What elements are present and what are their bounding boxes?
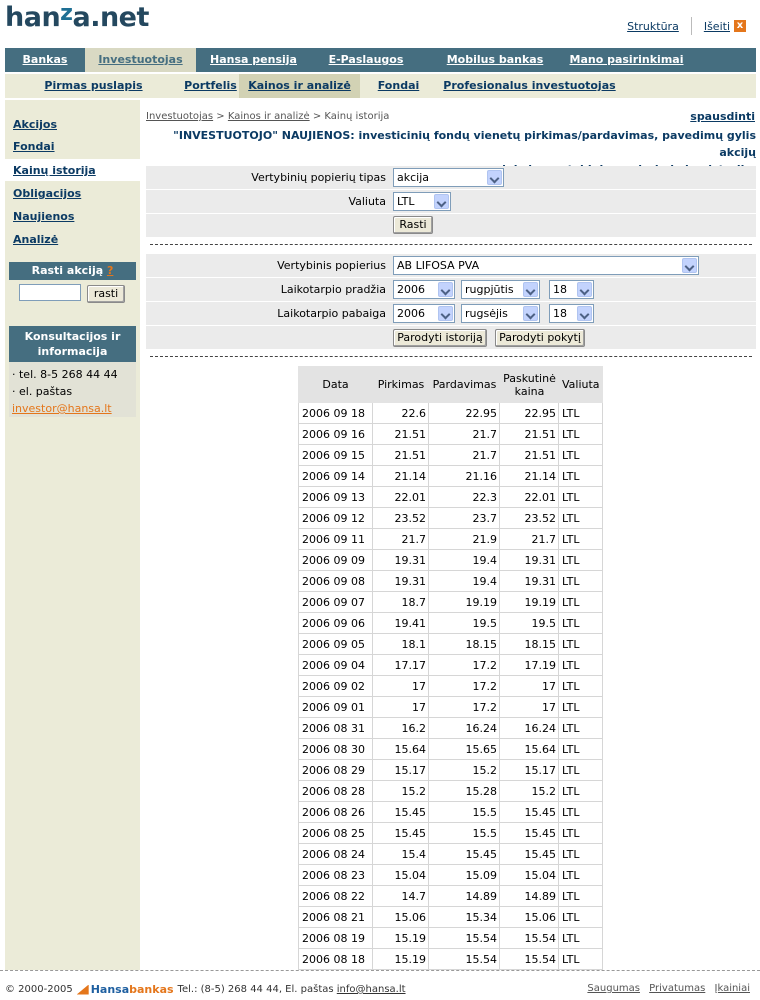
cell-buy: 17.17 (373, 655, 429, 676)
cell-date: 2006 09 06 (298, 613, 373, 634)
table-row (298, 613, 603, 634)
cell-last-price: 15.45 (500, 844, 559, 865)
cell-date: 2006 08 28 (298, 781, 373, 802)
security-label: Vertybinis popierius (277, 259, 386, 272)
security-type-label: Vertybinių popierių tipas (251, 171, 386, 184)
table-row (298, 739, 603, 760)
cell-date: 2006 09 18 (298, 403, 373, 424)
header-text: Paskutinė kaina (503, 371, 556, 398)
price-history-table (298, 366, 603, 970)
cell-currency: LTL (559, 928, 603, 949)
page-header (0, 0, 760, 44)
cell-buy: 23.52 (373, 508, 429, 529)
chevron-down-icon[interactable] (523, 306, 538, 321)
cell-last-price: 15.45 (500, 823, 559, 844)
sidebar-item-analize[interactable]: Analizė (13, 233, 59, 246)
footer (5, 983, 406, 996)
cell-currency: LTL (559, 886, 603, 907)
cell-date: 2006 08 26 (298, 802, 373, 823)
table-row (298, 550, 603, 571)
cell-date: 2006 08 21 (298, 907, 373, 928)
cell-currency: LTL (559, 802, 603, 823)
cell-buy: 15.17 (373, 760, 429, 781)
cell-buy: 21.51 (373, 445, 429, 466)
breadcrumb-current: Kainų istorija (324, 111, 390, 122)
header-links (627, 17, 746, 35)
end-year-select[interactable] (393, 304, 455, 323)
cell-date: 2006 09 08 (298, 571, 373, 592)
cell-currency: LTL (559, 844, 603, 865)
subnav-kainos-ir-analize[interactable]: Kainos ir analizė (239, 74, 360, 98)
security-type-select[interactable] (393, 168, 504, 187)
cell-last-price: 19.31 (500, 571, 559, 592)
cell-date: 2006 09 02 (298, 676, 373, 697)
footer-links (581, 983, 750, 994)
sidebar-item-fondai[interactable]: Fondai (13, 140, 55, 153)
col-header-currency: Valiuta (559, 366, 603, 403)
footer-link-saugumas[interactable]: Saugumas (587, 983, 640, 994)
cell-date: 2006 08 24 (298, 844, 373, 865)
cell-sell: 19.19 (429, 592, 500, 613)
cell-sell: 18.15 (429, 634, 500, 655)
cell-last-price: 17 (500, 676, 559, 697)
cell-last-price: 22.01 (500, 487, 559, 508)
table-row (298, 676, 603, 697)
cell-sell: 19.5 (429, 613, 500, 634)
chevron-down-icon[interactable] (487, 170, 502, 185)
show-history-button[interactable]: Parodyti istoriją (393, 329, 487, 347)
cell-currency: LTL (559, 907, 603, 928)
cell-date: 2006 08 25 (298, 823, 373, 844)
cell-last-price: 15.54 (500, 949, 559, 970)
cell-sell: 15.09 (429, 865, 500, 886)
select-value: 2006 (397, 283, 425, 296)
cell-buy: 21.14 (373, 466, 429, 487)
cell-buy: 15.06 (373, 907, 429, 928)
cell-date: 2006 09 13 (298, 487, 373, 508)
hanza-logo[interactable] (5, 2, 149, 33)
cell-last-price: 21.14 (500, 466, 559, 487)
cell-buy: 15.19 (373, 928, 429, 949)
cell-buy: 15.2 (373, 781, 429, 802)
cell-sell: 19.4 (429, 550, 500, 571)
cell-currency: LTL (559, 424, 603, 445)
cell-last-price: 15.45 (500, 802, 559, 823)
table-body (298, 403, 603, 970)
cell-buy: 19.41 (373, 613, 429, 634)
table-row (298, 760, 603, 781)
news-line: "INVESTUOTOJO" NAUJIENOS: investicinių fondų vienetų pirkimas/pardavimas, pavedimų gylis akcijų (173, 129, 756, 159)
cell-last-price: 16.24 (500, 718, 559, 739)
security-type-row (146, 166, 756, 189)
subnav-fondai[interactable]: Fondai (377, 79, 420, 92)
currency-label: Valiuta (348, 195, 386, 208)
currency-row (146, 190, 756, 213)
nav-investuotojas[interactable]: Investuotojas (85, 48, 196, 72)
main-nav (5, 48, 756, 72)
cell-date: 2006 08 29 (298, 760, 373, 781)
cell-sell: 14.89 (429, 886, 500, 907)
cell-buy: 17 (373, 697, 429, 718)
divider (691, 17, 692, 35)
select-value: AB LIFOSA PVA (397, 259, 480, 272)
chevron-down-icon[interactable] (682, 258, 697, 273)
col-header-sell: Pardavimas (429, 366, 500, 403)
cell-date: 2006 09 09 (298, 550, 373, 571)
help-icon[interactable]: ? (106, 264, 114, 277)
period-start-label: Laikotarpio pradžia (280, 283, 386, 296)
sub-nav (5, 74, 756, 98)
sidebar-item-kainu-istorija[interactable]: Kainų istorija (13, 164, 96, 177)
breadcrumb-sep: > (216, 111, 225, 122)
cell-sell: 17.2 (429, 655, 500, 676)
cell-last-price: 15.04 (500, 865, 559, 886)
cell-last-price: 18.15 (500, 634, 559, 655)
cell-last-price: 17.19 (500, 655, 559, 676)
col-header-buy: Pirkimas (373, 366, 429, 403)
cell-date: 2006 09 15 (298, 445, 373, 466)
sidebar (5, 100, 140, 970)
exit-icon[interactable]: x (734, 20, 746, 32)
cell-buy: 21.51 (373, 424, 429, 445)
breadcrumb-kainos[interactable]: Kainos ir analizė (227, 111, 310, 122)
hansabankas-logo (77, 983, 174, 996)
cell-date: 2006 09 12 (298, 508, 373, 529)
cell-sell: 23.7 (429, 508, 500, 529)
structure-link[interactable]: Struktūra (627, 19, 679, 33)
cell-last-price: 14.89 (500, 886, 559, 907)
show-change-button[interactable]: Parodyti pokytį (495, 329, 585, 347)
cell-buy: 16.2 (373, 718, 429, 739)
nav-hansa-pensija[interactable]: Hansa pensija (210, 53, 297, 66)
chevron-down-icon[interactable] (434, 194, 449, 209)
cell-currency: LTL (559, 739, 603, 760)
cell-last-price: 19.19 (500, 592, 559, 613)
cell-last-price: 19.31 (500, 550, 559, 571)
cell-date: 2006 09 07 (298, 592, 373, 613)
brand-text: bankas (129, 983, 174, 996)
cell-last-price: 21.7 (500, 529, 559, 550)
email-link[interactable]: investor@hansa.lt (12, 402, 112, 415)
logo-part: han (5, 2, 61, 33)
start-day-select[interactable] (549, 280, 594, 299)
cell-currency: LTL (559, 781, 603, 802)
cell-buy: 19.31 (373, 571, 429, 592)
chevron-down-icon[interactable] (577, 306, 592, 321)
subnav-portfelis[interactable]: Portfelis (184, 79, 237, 92)
table-row (298, 844, 603, 865)
cell-sell: 15.34 (429, 907, 500, 928)
sidebar-item-obligacijos[interactable]: Obligacijos (13, 187, 82, 200)
cell-currency: LTL (559, 529, 603, 550)
table-row (298, 655, 603, 676)
sidebar-item-naujienos[interactable]: Naujienos (13, 210, 75, 223)
find-row (146, 214, 756, 237)
cell-date: 2006 09 01 (298, 697, 373, 718)
footer-contact: Tel.: (8-5) 268 44 44, El. paštas (177, 984, 334, 995)
cell-currency: LTL (559, 865, 603, 886)
cell-date: 2006 09 16 (298, 424, 373, 445)
cell-sell: 22.95 (429, 403, 500, 424)
print-link[interactable]: spausdinti (690, 110, 755, 123)
cell-currency: LTL (559, 676, 603, 697)
cell-sell: 17.2 (429, 676, 500, 697)
cell-date: 2006 08 23 (298, 865, 373, 886)
security-select[interactable] (393, 256, 699, 275)
find-stock-title (9, 262, 136, 280)
cell-buy: 21.7 (373, 529, 429, 550)
table-row (298, 529, 603, 550)
cell-date: 2006 09 04 (298, 655, 373, 676)
table-row (298, 718, 603, 739)
table-row (298, 466, 603, 487)
select-value: LTL (397, 195, 415, 208)
find-button[interactable]: Rasti (393, 216, 433, 234)
table-row (298, 928, 603, 949)
cell-sell: 15.65 (429, 739, 500, 760)
footer-email-link[interactable]: info@hansa.lt (336, 984, 406, 995)
nav-mobilus-bankas[interactable]: Mobilus bankas (446, 53, 544, 66)
phone-text: · tel. 8-5 268 44 44 (12, 368, 118, 381)
logo-part: a.net (72, 2, 149, 33)
cell-currency: LTL (559, 487, 603, 508)
chevron-down-icon[interactable] (438, 282, 453, 297)
cell-sell: 15.45 (429, 844, 500, 865)
select-value: 18 (553, 283, 567, 296)
col-header-last-price (500, 366, 559, 403)
cell-date: 2006 09 05 (298, 634, 373, 655)
cell-date: 2006 08 19 (298, 928, 373, 949)
footer-link-privatumas[interactable]: Privatumas (649, 983, 706, 994)
history-buttons-row (146, 326, 756, 349)
cell-currency: LTL (559, 634, 603, 655)
col-header-date: Data (298, 366, 373, 403)
cell-currency: LTL (559, 613, 603, 634)
chevron-down-icon[interactable] (523, 282, 538, 297)
table-row (298, 592, 603, 613)
select-value: rugpjūtis (465, 283, 514, 296)
cell-last-price: 15.06 (500, 907, 559, 928)
table-row (298, 508, 603, 529)
cell-buy: 18.7 (373, 592, 429, 613)
cell-last-price: 15.54 (500, 928, 559, 949)
select-value: 2006 (397, 307, 425, 320)
cell-last-price: 15.17 (500, 760, 559, 781)
cell-sell: 15.28 (429, 781, 500, 802)
cell-buy: 15.04 (373, 865, 429, 886)
hansabankas-mark-icon (77, 985, 89, 995)
cell-buy: 22.6 (373, 403, 429, 424)
select-value: rugsėjis (465, 307, 508, 320)
cell-currency: LTL (559, 550, 603, 571)
consult-box (9, 326, 136, 362)
nav-e-paslaugos[interactable]: E-Paslaugos (328, 53, 404, 66)
table-row (298, 697, 603, 718)
cell-sell: 19.4 (429, 571, 500, 592)
breadcrumb-sep: > (312, 111, 322, 122)
cell-date: 2006 08 18 (298, 949, 373, 970)
cell-sell: 21.7 (429, 445, 500, 466)
find-stock-box (9, 262, 136, 280)
cell-last-price: 15.64 (500, 739, 559, 760)
breadcrumb-investuotojas[interactable]: Investuotojas (146, 111, 214, 122)
period-end-label: Laikotarpio pabaiga (277, 307, 386, 320)
end-month-select[interactable] (461, 304, 540, 323)
cell-sell: 16.24 (429, 718, 500, 739)
table-row (298, 571, 603, 592)
cell-currency: LTL (559, 697, 603, 718)
cell-last-price: 21.51 (500, 445, 559, 466)
cell-buy: 15.45 (373, 823, 429, 844)
cell-last-price: 17 (500, 697, 559, 718)
cell-currency: LTL (559, 718, 603, 739)
subnav-pirmas-puslapis[interactable]: Pirmas puslapis (44, 79, 143, 92)
stock-search-input[interactable] (19, 284, 81, 301)
table-row (298, 634, 603, 655)
table-row (298, 802, 603, 823)
cell-buy: 17 (373, 676, 429, 697)
cell-buy: 22.01 (373, 487, 429, 508)
cell-buy: 15.4 (373, 844, 429, 865)
cell-buy: 15.45 (373, 802, 429, 823)
cell-sell: 15.5 (429, 823, 500, 844)
cell-sell: 21.9 (429, 529, 500, 550)
contact-info (9, 362, 136, 417)
brand-text: Hansa (90, 983, 130, 996)
cell-currency: LTL (559, 949, 603, 970)
currency-select[interactable] (393, 192, 451, 211)
divider (150, 356, 752, 357)
cell-date: 2006 09 11 (298, 529, 373, 550)
consult-title: Konsultacijos ir informacija (9, 326, 136, 362)
cell-currency: LTL (559, 823, 603, 844)
cell-buy: 19.31 (373, 550, 429, 571)
sidebar-item-akcijos[interactable]: Akcijos (13, 118, 57, 131)
cell-date: 2006 09 14 (298, 466, 373, 487)
nav-mano-pasirinkimai[interactable]: Mano pasirinkimai (569, 53, 684, 66)
chevron-down-icon[interactable] (438, 306, 453, 321)
cell-sell: 15.54 (429, 928, 500, 949)
cell-date: 2006 08 22 (298, 886, 373, 907)
cell-last-price: 23.52 (500, 508, 559, 529)
table-row (298, 907, 603, 928)
cell-currency: LTL (559, 466, 603, 487)
chevron-down-icon[interactable] (577, 282, 592, 297)
end-day-select[interactable] (549, 304, 594, 323)
cell-buy: 14.7 (373, 886, 429, 907)
cell-currency: LTL (559, 403, 603, 424)
find-stock-label: Rasti akciją (31, 264, 104, 277)
table-row (298, 487, 603, 508)
cell-currency: LTL (559, 445, 603, 466)
cell-sell: 15.5 (429, 802, 500, 823)
start-year-select[interactable] (393, 280, 455, 299)
table-row (298, 424, 603, 445)
table-row (298, 886, 603, 907)
cell-buy: 18.1 (373, 634, 429, 655)
cell-sell: 15.54 (429, 949, 500, 970)
cell-buy: 15.64 (373, 739, 429, 760)
cell-sell: 17.2 (429, 697, 500, 718)
cell-buy: 15.19 (373, 949, 429, 970)
cell-currency: LTL (559, 571, 603, 592)
cell-last-price: 21.51 (500, 424, 559, 445)
cell-date: 2006 08 31 (298, 718, 373, 739)
footer-link-ikainiai[interactable]: Įkainiai (714, 983, 750, 994)
start-month-select[interactable] (461, 280, 540, 299)
period-start-row (146, 278, 756, 301)
cell-last-price: 15.2 (500, 781, 559, 802)
copyright: © 2000-2005 (5, 984, 73, 995)
table-row (298, 445, 603, 466)
cell-sell: 21.7 (429, 424, 500, 445)
divider (150, 244, 752, 245)
find-stock-button[interactable]: rasti (87, 285, 125, 303)
cell-last-price: 19.5 (500, 613, 559, 634)
cell-currency: LTL (559, 508, 603, 529)
exit-link[interactable]: Išeiti (703, 19, 730, 33)
cell-sell: 21.16 (429, 466, 500, 487)
cell-sell: 22.3 (429, 487, 500, 508)
breadcrumb (146, 111, 389, 122)
footer-divider (0, 970, 760, 971)
table-row (298, 781, 603, 802)
subnav-profesionalus[interactable]: Profesionalus investuotojas (443, 79, 616, 92)
cell-currency: LTL (559, 655, 603, 676)
cell-currency: LTL (559, 760, 603, 781)
table-header-row (298, 366, 603, 403)
cell-date: 2006 08 30 (298, 739, 373, 760)
table-row (298, 823, 603, 844)
select-value: 18 (553, 307, 567, 320)
email-label: · el. paštas (12, 385, 73, 398)
logo-z: z (60, 1, 73, 26)
cell-currency: LTL (559, 592, 603, 613)
security-row (146, 254, 756, 277)
table-row (298, 949, 603, 970)
period-end-row (146, 302, 756, 325)
select-value: akcija (397, 171, 430, 184)
table-row (298, 865, 603, 886)
cell-sell: 15.2 (429, 760, 500, 781)
nav-bankas[interactable]: Bankas (22, 53, 68, 66)
table-row (298, 403, 603, 424)
cell-last-price: 22.95 (500, 403, 559, 424)
